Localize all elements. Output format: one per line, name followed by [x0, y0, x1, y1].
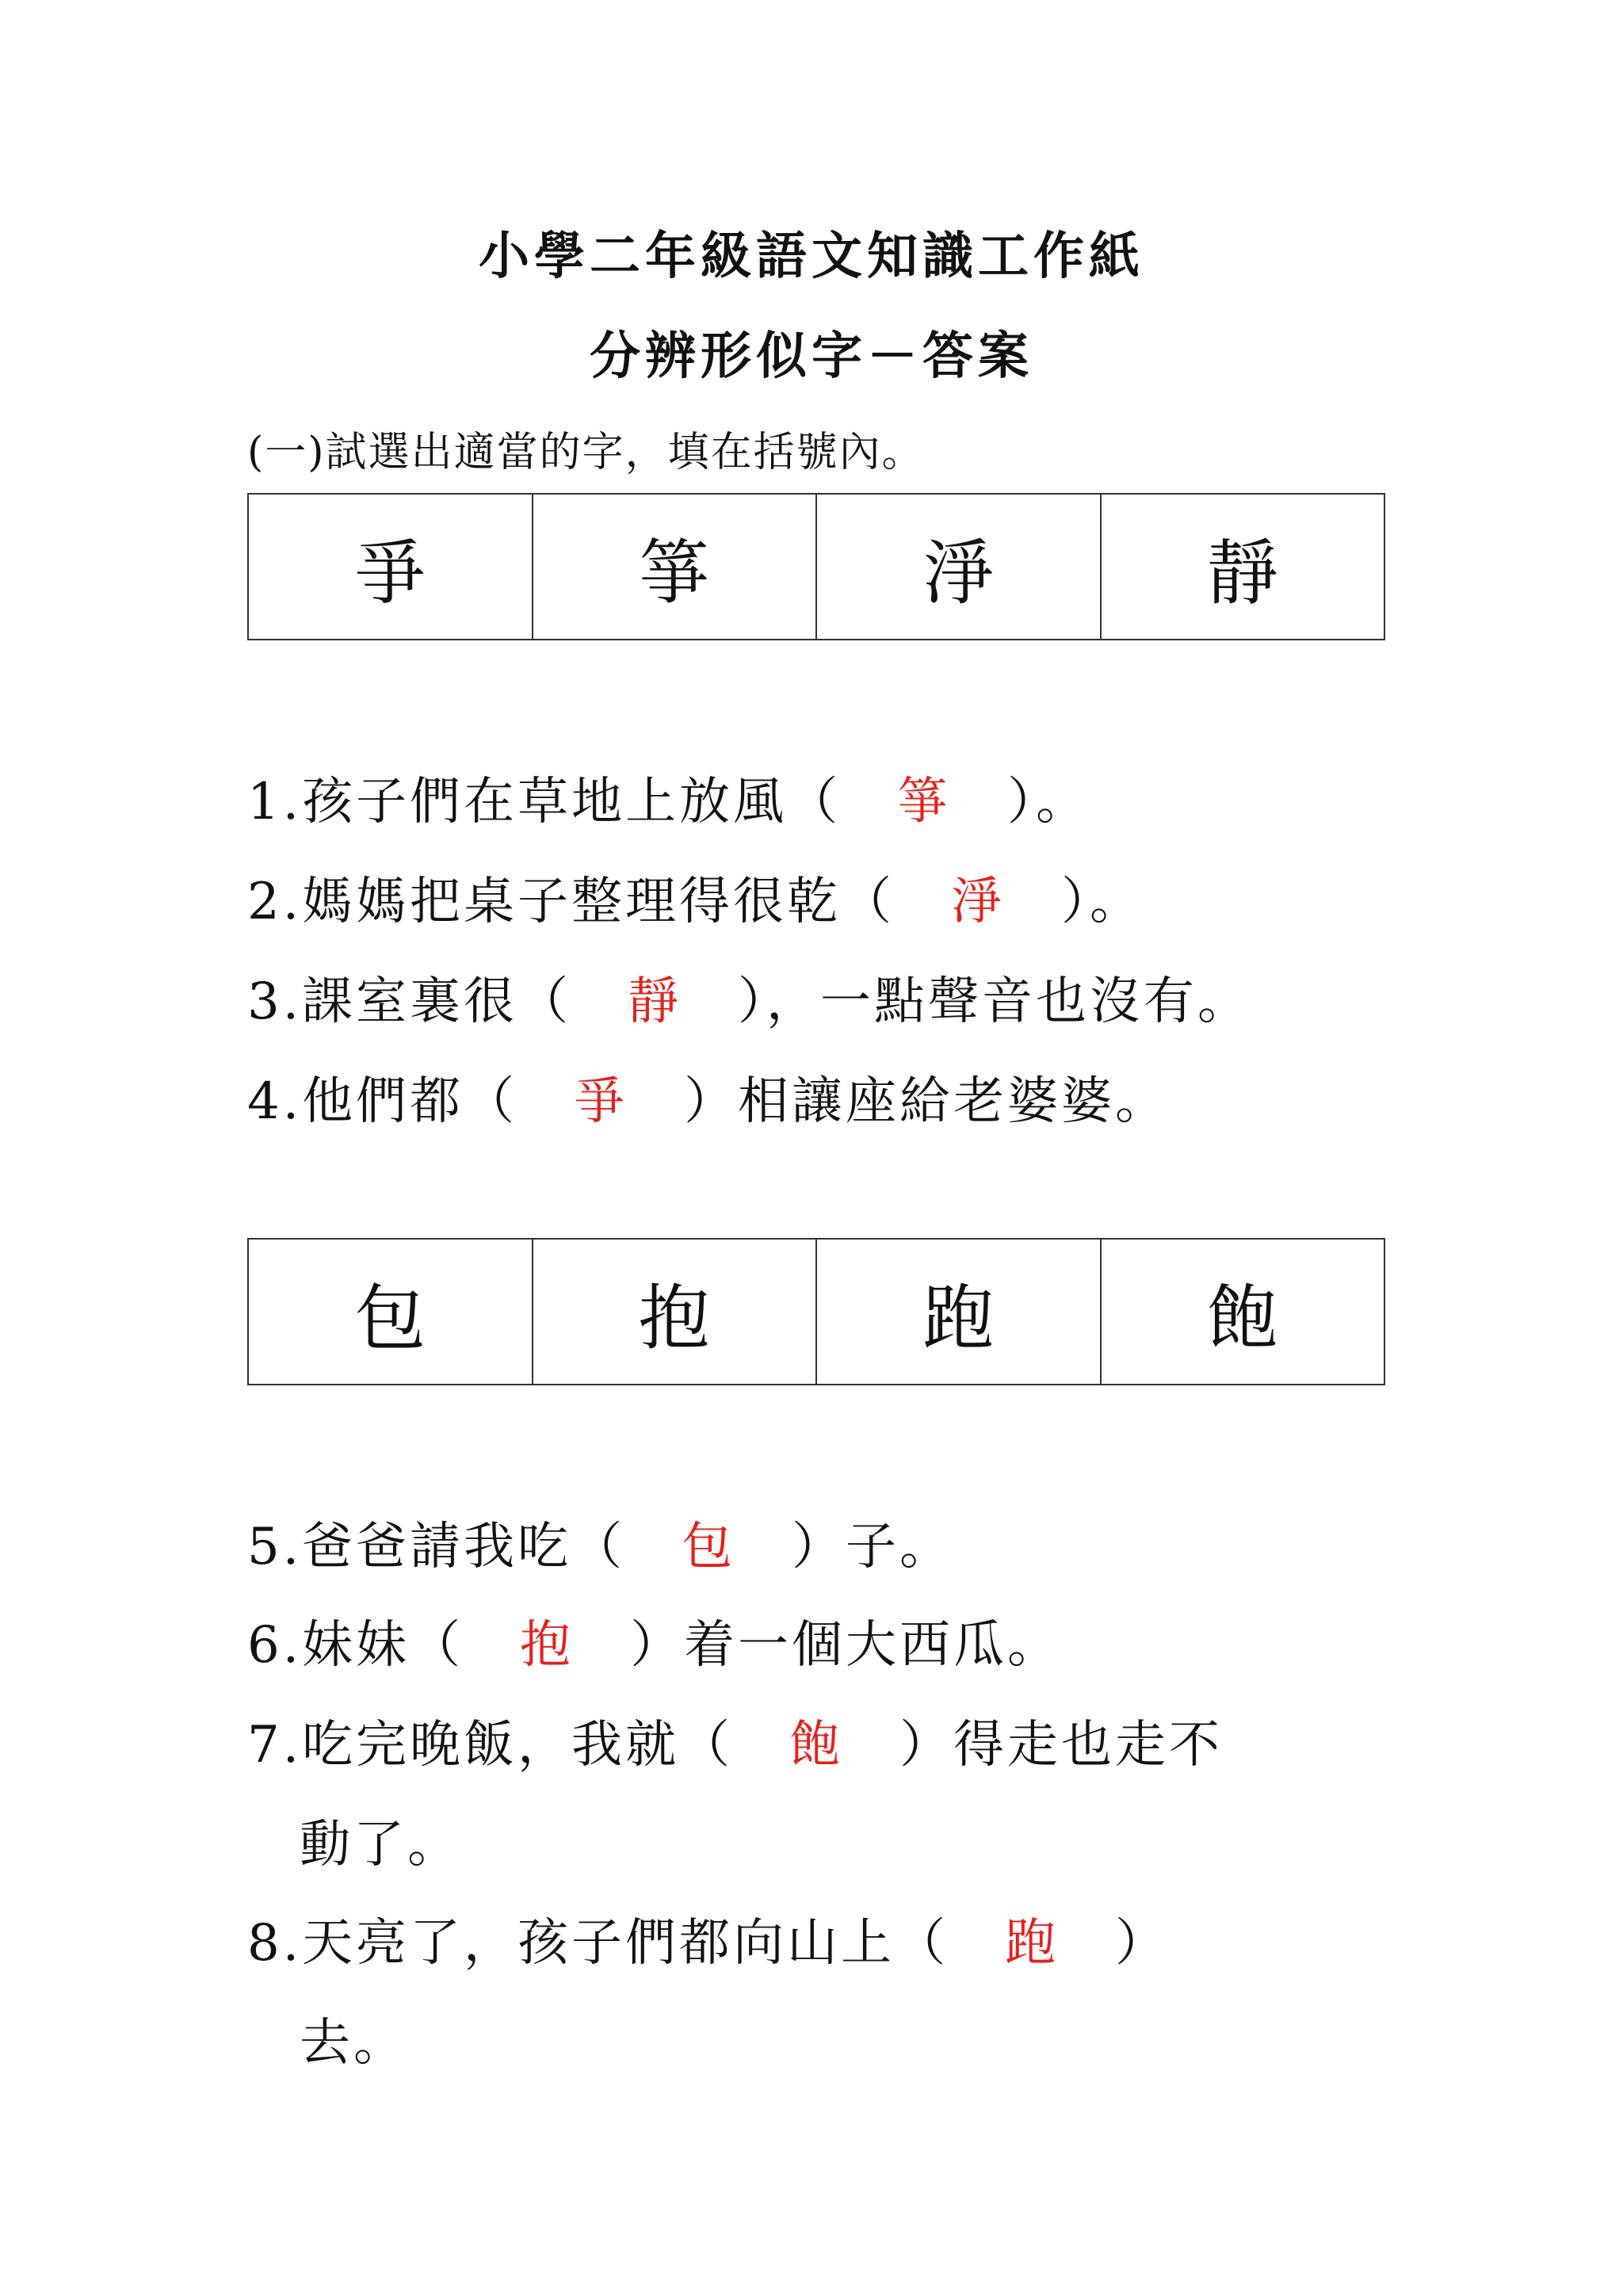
question-text-after: ）子。 [792, 1518, 954, 1576]
answer-blank: 淨 [951, 873, 1006, 931]
question-8 [247, 1902, 1169, 1975]
question-5 [247, 1506, 953, 1579]
worksheet-title: 小學二年級語文知識工作紙 [479, 227, 1144, 286]
worksheet-subtitle: 分辨形似字－答案 [590, 327, 1033, 386]
question-text-before: 吃完晚飯，我就（ [302, 1716, 734, 1775]
question-text-after: ） [1115, 1914, 1170, 1973]
question-text-before: 爸爸請我吃（ [302, 1518, 626, 1576]
question-text-after: ）相讓座給老婆婆。 [684, 1072, 1170, 1131]
character-choice-box-1 [247, 493, 1385, 640]
question-2 [247, 861, 1144, 934]
question-text-before: 他們都（ [302, 1072, 518, 1131]
question-text-before: 妹妹（ [302, 1616, 464, 1675]
question-number: 1. [247, 773, 303, 831]
answer-blank: 抱 [520, 1616, 575, 1675]
question-number: 5. [247, 1518, 303, 1576]
answer-blank: 包 [682, 1518, 736, 1576]
question-3 [247, 961, 1251, 1033]
question-number: 6. [247, 1616, 303, 1675]
answer-blank: 飽 [789, 1716, 844, 1775]
question-text-after: ）。 [1007, 773, 1090, 831]
choice-char-cell: 淨 [817, 495, 1102, 639]
question-text-before: 課室裏很（ [302, 972, 572, 1031]
question-number: 7. [247, 1716, 303, 1775]
choice-char-cell: 箏 [533, 495, 818, 639]
question-8-continuation: 去。 [300, 2014, 407, 2073]
question-text-after: ）得走也走不 [899, 1716, 1224, 1775]
question-text-before: 孩子們在草地上放風（ [302, 773, 842, 831]
question-7-continuation: 動了。 [300, 1816, 461, 1874]
choice-char-cell: 飽 [1206, 1277, 1278, 1360]
instruction-text: (一)試選出適當的字，填在括號內。 [247, 429, 925, 476]
choice-char-cell: 靜 [1206, 532, 1278, 615]
question-text-after: ）着一個大西瓜。 [630, 1616, 1062, 1675]
choice-char-cell: 跑 [817, 1240, 1102, 1384]
question-4 [247, 1060, 1169, 1133]
question-text-after: ）。 [1061, 873, 1144, 931]
question-number: 4. [247, 1072, 303, 1131]
question-text-before: 媽媽把桌子整理得很乾（ [302, 873, 896, 931]
question-number: 8. [247, 1914, 303, 1973]
question-1 [247, 761, 1090, 834]
choice-char-cell: 包 [249, 1240, 533, 1384]
choice-char-cell: 抱 [533, 1240, 818, 1384]
character-choice-box-2 [247, 1238, 1385, 1385]
answer-blank: 箏 [897, 773, 952, 831]
answer-blank: 靜 [628, 972, 682, 1031]
answer-blank: 爭 [574, 1072, 628, 1131]
question-number: 2. [247, 873, 303, 931]
answer-blank: 跑 [1005, 1914, 1060, 1973]
question-7 [247, 1704, 1223, 1777]
choice-char-cell: 爭 [249, 495, 533, 639]
question-text-after: ），一點聲音也沒有。 [738, 972, 1252, 1031]
question-number: 3. [247, 972, 303, 1031]
question-text-before: 天亮了，孩子們都向山上（ [302, 1914, 949, 1973]
question-6 [247, 1604, 1061, 1677]
